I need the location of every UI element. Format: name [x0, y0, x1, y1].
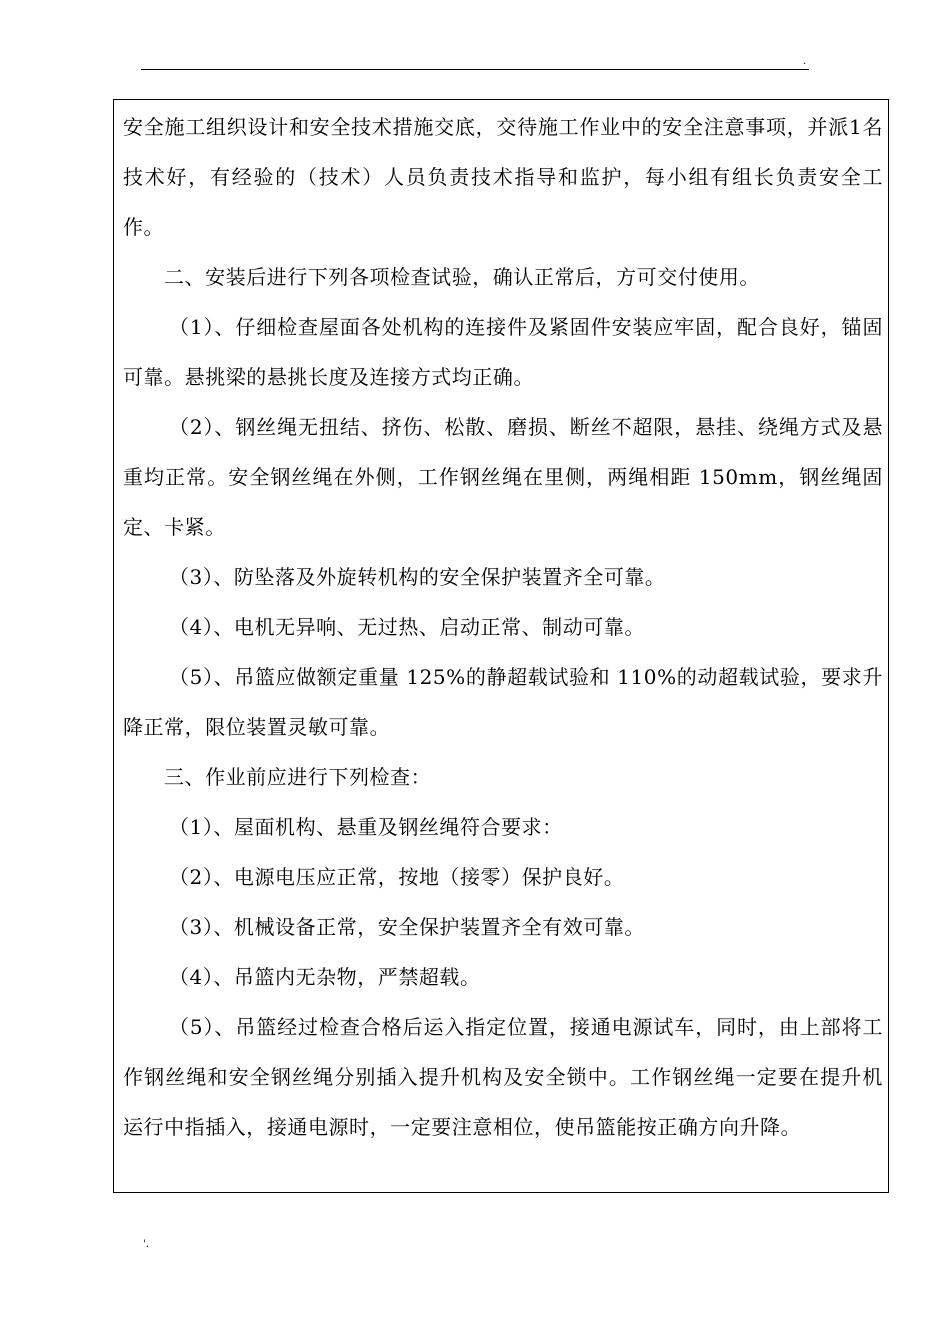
- list-item: （4）、吊篮内无杂物，严禁超载。: [169, 965, 481, 989]
- section-heading-3: 三、作业前应进行下列检查：: [164, 765, 432, 789]
- paragraph-intro: 安全施工组织设计和安全技术措施交底，交待施工作业中的安全注意事项，并派1名技术好，有经验的（技术）人员负责技术指导和监护，每小组有组长负责安全工作。: [123, 115, 883, 239]
- list-item: （4）、电机无异响、无过热、启动正常、制动可靠。: [169, 615, 645, 639]
- list-item: （5）、吊篮经过检查合格后运入指定位置，接通电源试车，同时，由上部将工作钢丝绳和安全钢丝绳分别插入提升机构及安全锁中。工作钢丝绳一定要在提升机运行中指插入，接通电源时，一定要注意相位，使吊篮能按正确方向升降。: [123, 1015, 883, 1139]
- footer-mark: '.: [143, 1239, 149, 1250]
- list-item: （3）、机械设备正常，安全保护装置齐全有效可靠。: [169, 915, 645, 939]
- list-item: （3）、防坠落及外旋转机构的安全保护装置齐全可靠。: [169, 565, 666, 589]
- document-body: [123, 102, 883, 1152]
- header-rule: [141, 69, 809, 70]
- list-item: （5）、吊篮应做额定重量 125%的静超载试验和 110%的动超载试验，要求升降正常，限位装置灵敏可靠。: [123, 665, 883, 739]
- list-item: （1）、屋面机构、悬重及钢丝绳符合要求：: [169, 815, 563, 839]
- list-item: （1）、仔细检查屋面各处机构的连接件及紧固件安装应牢固，配合良好，锚固可靠。悬挑梁的悬挑长度及连接方式均正确。: [123, 315, 883, 389]
- content-box: [113, 99, 889, 1193]
- header-mark: .: [803, 56, 807, 67]
- list-item: （2）、钢丝绳无扭结、挤伤、松散、磨损、断丝不超限，悬挂、绕绳方式及悬重均正常。安全钢丝绳在外侧，工作钢丝绳在里侧，两绳相距 150mm，钢丝绳固定、卡紧。: [123, 415, 883, 539]
- list-item: （2）、电源电压应正常，按地（接零）保护良好。: [169, 865, 625, 889]
- section-heading-2: 二、安装后进行下列各项检查试验，确认正常后，方可交付使用。: [164, 265, 760, 289]
